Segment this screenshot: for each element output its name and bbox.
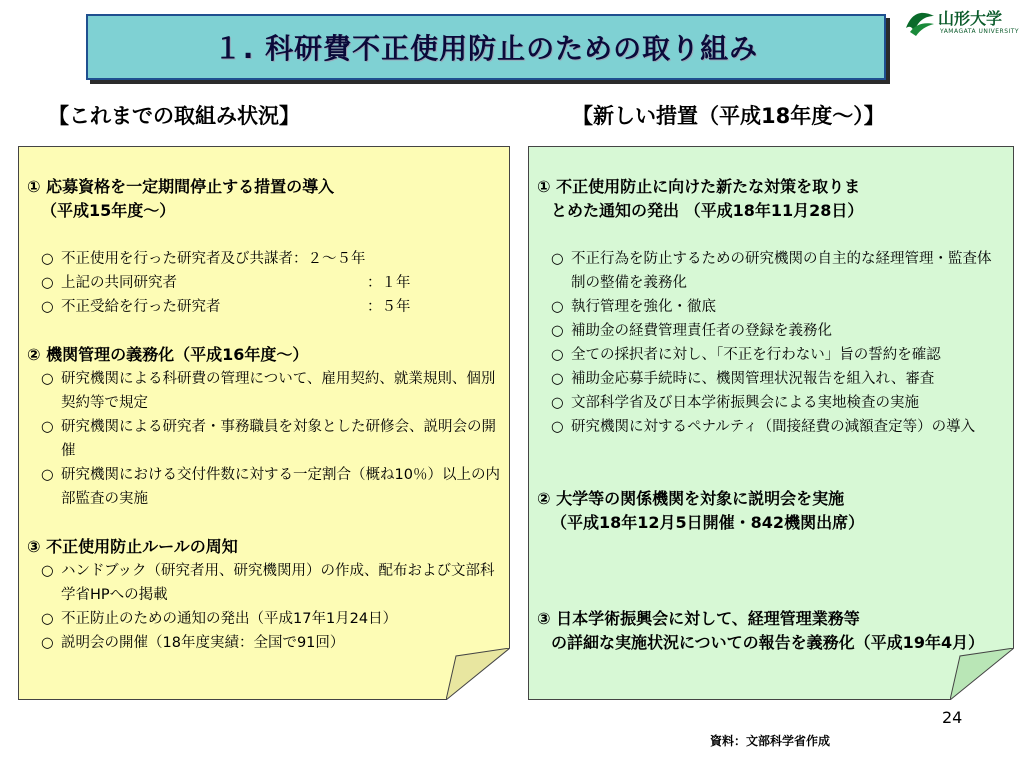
right-section-2-title-text: ② 大学等の関係機関を対象に説明会を実施 bbox=[537, 489, 845, 508]
list-item bbox=[27, 607, 501, 631]
circle-bullet-icon: ○ bbox=[41, 419, 54, 435]
list-item bbox=[537, 319, 1005, 343]
logo-text: 山形大学 bbox=[938, 9, 1003, 28]
circle-bullet-icon: ○ bbox=[551, 419, 564, 435]
item-text: 執行管理を強化・徹底 bbox=[571, 299, 716, 315]
page-number: 24 bbox=[942, 708, 963, 727]
item-text: 補助金応募手続時に、機関管理状況報告を組入れ、審査 bbox=[571, 371, 935, 387]
right-note-panel bbox=[528, 146, 1014, 700]
circle-bullet-icon: ○ bbox=[41, 563, 54, 579]
circle-bullet-icon: ○ bbox=[551, 347, 564, 363]
list-item bbox=[27, 247, 501, 271]
item-text: ハンドブック（研究者用、研究機関用）の作成、配布および文部科学省HPへの掲載 bbox=[61, 563, 495, 603]
university-emblem-icon bbox=[904, 6, 936, 38]
right-section-1-title bbox=[537, 151, 1005, 247]
list-item bbox=[27, 415, 501, 463]
left-section-2 bbox=[27, 343, 501, 511]
list-item bbox=[27, 631, 501, 655]
item-text: 研究機関による研究者・事務職員を対象とした研修会、説明会の開催 bbox=[61, 419, 496, 459]
left-note-content bbox=[27, 151, 501, 651]
left-section-3 bbox=[27, 535, 501, 655]
right-section-1 bbox=[537, 151, 1005, 439]
circle-bullet-icon: ○ bbox=[41, 275, 54, 291]
item-text: 研究機関による科研費の管理について、雇用契約、就業規則、個別契約等で規定 bbox=[61, 371, 496, 411]
item-text: 説明会の開催（18年度実績：全国で91回） bbox=[61, 635, 345, 651]
item-text: 補助金の経費管理責任者の登録を義務化 bbox=[571, 323, 832, 339]
list-item bbox=[537, 415, 1005, 439]
page-fold-icon bbox=[446, 648, 510, 700]
item-text: 上記の共同研究者 bbox=[61, 275, 177, 291]
list-item bbox=[537, 343, 1005, 367]
right-note-content bbox=[537, 151, 1005, 652]
item-text: 研究機関における交付件数に対する一定割合（概ね10％）以上の内部監査の実施 bbox=[61, 467, 500, 507]
circle-bullet-icon: ○ bbox=[41, 635, 54, 651]
circle-bullet-icon: ○ bbox=[41, 299, 54, 315]
right-section-1-title-cont: とめた通知の発出 （平成18年11月28日） bbox=[551, 201, 864, 220]
circle-bullet-icon: ○ bbox=[551, 395, 564, 411]
left-section-1-title bbox=[27, 151, 501, 247]
circle-bullet-icon: ○ bbox=[41, 611, 54, 627]
circle-bullet-icon: ○ bbox=[551, 299, 564, 315]
slide-title-box bbox=[86, 14, 886, 80]
university-logo bbox=[904, 4, 1022, 42]
item-text: 不正使用を行った研究者及び共謀者：２～５年 bbox=[61, 251, 366, 267]
list-item bbox=[537, 367, 1005, 391]
slide-title: １. 科研費不正使用防止のための取り組み bbox=[213, 32, 759, 65]
left-heading: 【これまでの取組み状況】 bbox=[48, 104, 300, 128]
left-section-1 bbox=[27, 151, 501, 319]
list-item bbox=[537, 391, 1005, 415]
left-section-3-title: ③ 不正使用防止ルールの周知 bbox=[27, 537, 238, 556]
right-section-3 bbox=[537, 583, 1005, 679]
left-section-2-title: ② 機関管理の義務化（平成16年度～） bbox=[27, 345, 309, 364]
item-text: 不正受給を行った研究者 bbox=[61, 299, 221, 315]
list-item bbox=[537, 247, 1005, 295]
logo-subtext: YAMAGATA UNIVERSITY bbox=[940, 28, 1020, 35]
circle-bullet-icon: ○ bbox=[41, 251, 54, 267]
right-section-3-title-cont: の詳細な実施状況についての報告を義務化（平成19年4月） bbox=[551, 633, 985, 652]
circle-bullet-icon: ○ bbox=[41, 371, 54, 387]
item-text: 不正防止のための通知の発出（平成17年1月24日） bbox=[61, 611, 398, 627]
right-section-2-title-cont: （平成18年12月5日開催・842機関出席） bbox=[551, 513, 865, 532]
right-section-2-title bbox=[537, 463, 1005, 559]
page-fold-icon bbox=[950, 648, 1014, 700]
left-section-1-title-cont: （平成15年度～） bbox=[41, 201, 176, 220]
right-section-1-title-text: ① 不正使用防止に向けた新たな対策を取りま bbox=[537, 177, 861, 196]
item-text: 不正行為を防止するための研究機関の自主的な経理管理・監査体制の整備を義務化 bbox=[571, 251, 992, 291]
list-item bbox=[27, 271, 501, 295]
left-note-panel bbox=[18, 146, 510, 700]
right-heading: 【新しい措置（平成18年度～）】 bbox=[572, 104, 885, 128]
right-section-3-title bbox=[537, 583, 1005, 679]
list-item bbox=[27, 367, 501, 415]
list-item bbox=[27, 295, 501, 319]
item-text: 文部科学省及び日本学術振興会による実地検査の実施 bbox=[571, 395, 919, 411]
circle-bullet-icon: ○ bbox=[41, 467, 54, 483]
circle-bullet-icon: ○ bbox=[551, 251, 564, 267]
right-section-3-title-text: ③ 日本学術振興会に対して、経理管理業務等 bbox=[537, 609, 860, 628]
circle-bullet-icon: ○ bbox=[551, 323, 564, 339]
right-section-2 bbox=[537, 463, 1005, 559]
list-item bbox=[27, 559, 501, 607]
item-value: ：５年 bbox=[367, 299, 411, 315]
circle-bullet-icon: ○ bbox=[551, 371, 564, 387]
list-item bbox=[27, 463, 501, 511]
item-text: 全ての採択者に対し、「不正を行わない」旨の誓約を確認 bbox=[571, 347, 941, 363]
item-text: 研究機関に対するペナルティ（間接経費の減額査定等）の導入 bbox=[571, 419, 976, 435]
list-item bbox=[537, 295, 1005, 319]
source-note: 資料：文部科学省作成 bbox=[710, 734, 831, 748]
item-value: ：１年 bbox=[367, 275, 411, 291]
left-section-1-title-text: ① 応募資格を一定期間停止する措置の導入 bbox=[27, 177, 335, 196]
